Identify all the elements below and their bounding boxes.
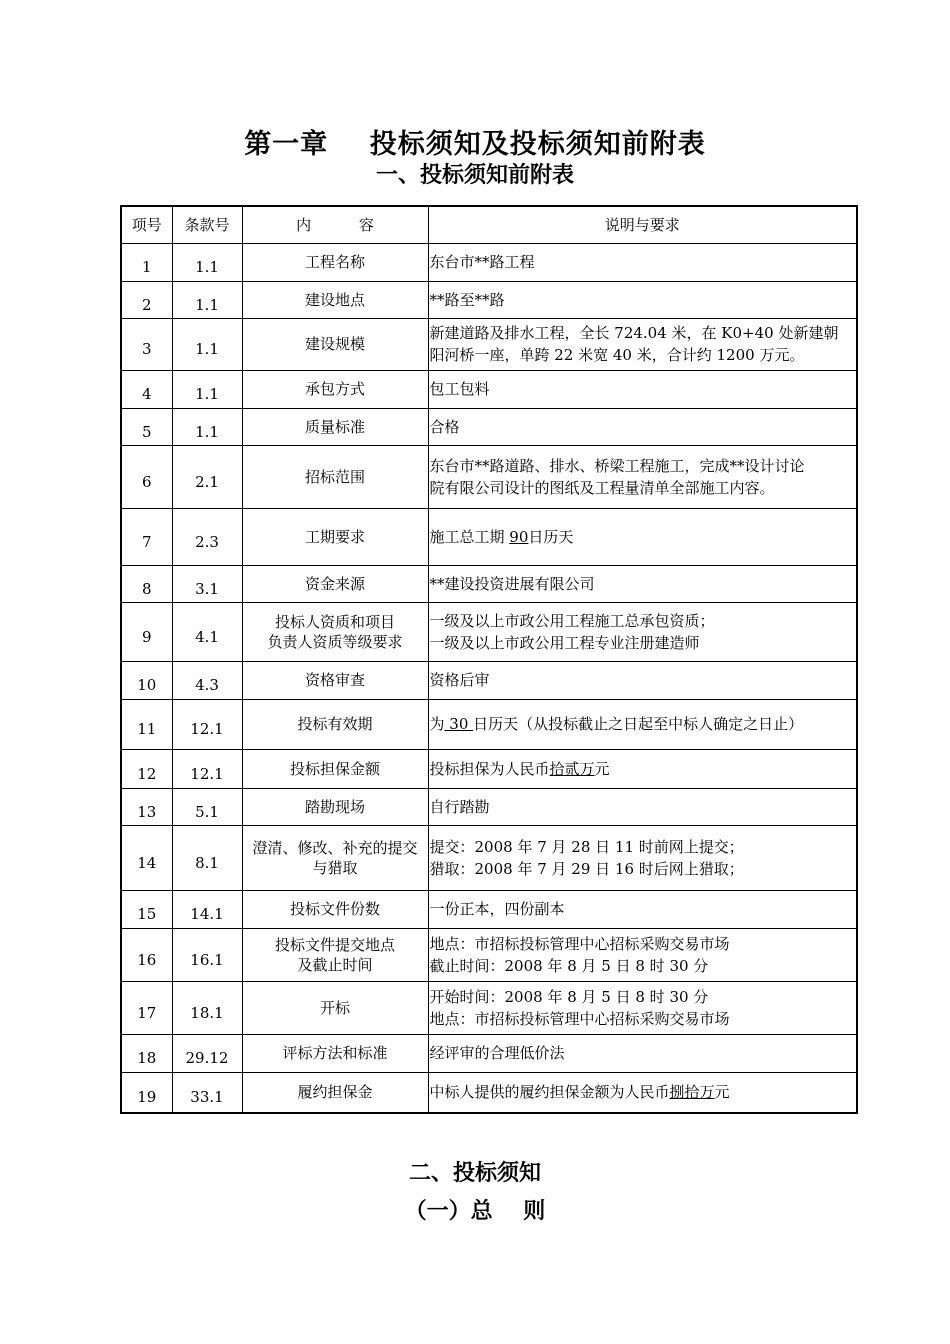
cell-desc-line: 地点：市招标投标管理中心招标采购交易市场 — [429, 934, 730, 953]
table-row — [121, 928, 857, 981]
cell-desc — [428, 370, 857, 408]
cell-item — [242, 602, 428, 661]
desc-text: 为 — [429, 715, 445, 733]
cell-desc-line: 包工包料 — [429, 380, 490, 398]
subsection-title: （一）总 则 — [404, 1199, 546, 1224]
header-desc: 说明与要求 — [428, 206, 857, 243]
cell-no: 8 — [121, 565, 172, 602]
cell-no: 11 — [121, 699, 172, 749]
desc-text: 日历天 — [528, 527, 574, 546]
cell-desc — [428, 749, 857, 788]
table-row — [121, 1034, 857, 1072]
table-row — [121, 749, 857, 788]
cell-item: 资金来源 — [242, 565, 428, 602]
cell-desc — [428, 1072, 857, 1113]
cell-desc-line: 东台市**路工程 — [429, 253, 535, 271]
cell-no: 9 — [121, 602, 172, 661]
cell-clause: 1.1 — [172, 408, 242, 445]
cell-item-line: 澄清、修改、补充的提交 — [252, 838, 418, 857]
cell-clause: 33.1 — [172, 1072, 242, 1113]
desc-text: 元 — [594, 759, 610, 778]
cell-clause: 5.1 — [172, 788, 242, 825]
cell-clause: 2.3 — [172, 508, 242, 565]
cell-desc-line — [430, 758, 857, 780]
cell-desc — [428, 1034, 857, 1072]
cell-clause: 12.1 — [172, 699, 242, 749]
cell-desc — [428, 408, 857, 445]
table-row — [121, 661, 857, 699]
table-row — [121, 281, 857, 318]
cell-no: 18 — [121, 1034, 172, 1072]
cell-desc-line: 资格后审 — [429, 671, 490, 689]
cell-desc — [428, 928, 857, 981]
cell-item-line: 及截止时间 — [297, 955, 373, 974]
cell-item: 踏勘现场 — [242, 788, 428, 825]
cell-clause: 16.1 — [172, 928, 242, 981]
cell-item: 质量标准 — [242, 408, 428, 445]
table-row — [121, 1072, 857, 1113]
cell-desc — [428, 508, 857, 565]
table-header-row — [121, 206, 857, 243]
header-clause: 条款号 — [172, 206, 242, 243]
cell-no: 10 — [121, 661, 172, 699]
cell-desc-line: 截止时间：2008 年 8 月 5 日 8 时 30 分 — [429, 956, 709, 975]
cell-clause: 12.1 — [172, 749, 242, 788]
cell-desc — [428, 890, 857, 928]
cell-desc — [428, 318, 857, 370]
cell-desc-line: **路至**路 — [429, 290, 505, 309]
cell-item: 工期要求 — [242, 508, 428, 565]
table-row — [121, 981, 857, 1034]
desc-text: 元 — [714, 1083, 730, 1102]
cell-desc-line: 合格 — [429, 417, 460, 436]
cell-clause: 14.1 — [172, 890, 242, 928]
cell-clause: 1.1 — [172, 281, 242, 318]
cell-item: 开标 — [242, 981, 428, 1034]
cell-item-line: 与猎取 — [312, 858, 358, 877]
cell-desc-line: 新建道路及排水工程，全长 724.04 米，在 K0+40 处新建朝 — [429, 324, 839, 342]
cell-item: 投标担保金额 — [242, 749, 428, 788]
underlined-value: 30 — [444, 715, 474, 733]
cell-desc-line: 经评审的合理低价法 — [429, 1044, 565, 1062]
table-row — [121, 408, 857, 445]
cell-desc-line: 一级及以上市政公用工程专业注册建造师 — [429, 633, 700, 652]
cell-desc — [428, 281, 857, 318]
cell-item: 投标文件份数 — [242, 890, 428, 928]
cell-clause: 8.1 — [172, 825, 242, 890]
cell-desc-line: 阳河桥一座，单跨 22 米宽 40 米，合计约 1200 万元。 — [429, 346, 805, 364]
cell-item-line: 投标人资质和项目 — [274, 612, 395, 631]
cell-clause: 4.3 — [172, 661, 242, 699]
cell-item — [242, 928, 428, 981]
cell-desc — [428, 602, 857, 661]
cell-no: 4 — [121, 370, 172, 408]
cell-no: 2 — [121, 281, 172, 318]
cell-clause: 1.1 — [172, 243, 242, 281]
part-title: 二、投标须知 — [408, 1161, 541, 1186]
cell-desc — [428, 825, 857, 890]
cell-item: 承包方式 — [242, 370, 428, 408]
cell-no: 3 — [121, 318, 172, 370]
cell-no: 13 — [121, 788, 172, 825]
cell-desc-line — [430, 1081, 857, 1103]
table-row — [121, 890, 857, 928]
table-row — [121, 788, 857, 825]
cell-desc — [428, 661, 857, 699]
cell-desc-line: **建设投资进展有限公司 — [429, 574, 595, 593]
cell-no: 7 — [121, 508, 172, 565]
cell-no: 17 — [121, 981, 172, 1034]
underlined-value: 捌拾万 — [669, 1083, 715, 1102]
section-title: 一、投标须知前附表 — [375, 163, 574, 188]
cell-item: 投标有效期 — [242, 699, 428, 749]
cell-desc-line: 自行踏勘 — [429, 797, 490, 816]
cell-no: 1 — [121, 243, 172, 281]
underlined-value: 拾贰万 — [549, 759, 595, 778]
cell-item: 工程名称 — [242, 243, 428, 281]
table-row — [121, 318, 857, 370]
cell-no: 16 — [121, 928, 172, 981]
cell-no: 14 — [121, 825, 172, 890]
cell-desc-line — [430, 713, 857, 735]
cell-no: 6 — [121, 445, 172, 508]
cell-desc-line: 东台市**路道路、排水、桥梁工程施工，完成**设计讨论 — [429, 456, 805, 475]
cell-desc — [428, 981, 857, 1034]
cell-clause: 2.1 — [172, 445, 242, 508]
table-row — [121, 699, 857, 749]
cell-desc — [428, 243, 857, 281]
cell-no: 15 — [121, 890, 172, 928]
cell-item: 招标范围 — [242, 445, 428, 508]
cell-desc-line: 一份正本，四份副本 — [429, 900, 565, 918]
desc-text: 日历天（从投标截止之日起至中标人确定之日止） — [473, 715, 804, 733]
cell-item-line: 投标文件提交地点 — [274, 935, 395, 954]
chapter-title: 第一章 投标须知及投标须知前附表 — [244, 129, 706, 160]
cell-desc-line: 猎取：2008 年 7 月 29 日 16 时后网上猎取； — [429, 859, 744, 878]
table-row — [121, 370, 857, 408]
cell-desc — [428, 699, 857, 749]
cell-item: 资格审查 — [242, 661, 428, 699]
cell-desc — [428, 445, 857, 508]
cell-item: 评标方法和标准 — [242, 1034, 428, 1072]
cell-clause: 1.1 — [172, 370, 242, 408]
cell-clause: 3.1 — [172, 565, 242, 602]
cell-desc-line: 院有限公司设计的图纸及工程量清单全部施工内容。 — [429, 478, 775, 497]
cell-desc-line: 地点：市招标投标管理中心招标采购交易市场 — [429, 1009, 730, 1028]
cell-clause: 29.12 — [172, 1034, 242, 1072]
table-row — [121, 445, 857, 508]
cell-desc-line: 一级及以上市政公用工程施工总承包资质； — [429, 611, 715, 630]
cell-clause: 1.1 — [172, 318, 242, 370]
cell-item — [242, 825, 428, 890]
desc-text: 施工总工期 — [429, 527, 510, 546]
cell-no: 19 — [121, 1072, 172, 1113]
header-no: 项号 — [121, 206, 172, 243]
table-row — [121, 602, 857, 661]
header-item: 内 容 — [242, 206, 428, 243]
cell-desc-line: 提交：2008 年 7 月 28 日 11 时前网上提交； — [429, 837, 744, 856]
desc-text: 投标担保为人民币 — [429, 759, 550, 778]
cell-no: 12 — [121, 749, 172, 788]
cell-desc — [428, 565, 857, 602]
underlined-value: 90 — [509, 527, 529, 546]
cell-clause: 18.1 — [172, 981, 242, 1034]
table-row — [121, 243, 857, 281]
table-row — [121, 825, 857, 890]
cell-clause: 4.1 — [172, 602, 242, 661]
cell-item: 建设地点 — [242, 281, 428, 318]
cell-desc — [428, 788, 857, 825]
cell-desc-line: 开始时间：2008 年 8 月 5 日 8 时 30 分 — [429, 987, 709, 1006]
table-row — [121, 565, 857, 602]
table-row — [121, 508, 857, 565]
desc-text: 中标人提供的履约担保金额为人民币 — [429, 1083, 670, 1102]
cell-item: 履约担保金 — [242, 1072, 428, 1113]
cell-desc-line — [430, 526, 857, 548]
cell-no: 5 — [121, 408, 172, 445]
appendix-table — [120, 205, 858, 1114]
cell-item-line: 负责人资质等级要求 — [267, 632, 403, 651]
cell-item: 建设规模 — [242, 318, 428, 370]
